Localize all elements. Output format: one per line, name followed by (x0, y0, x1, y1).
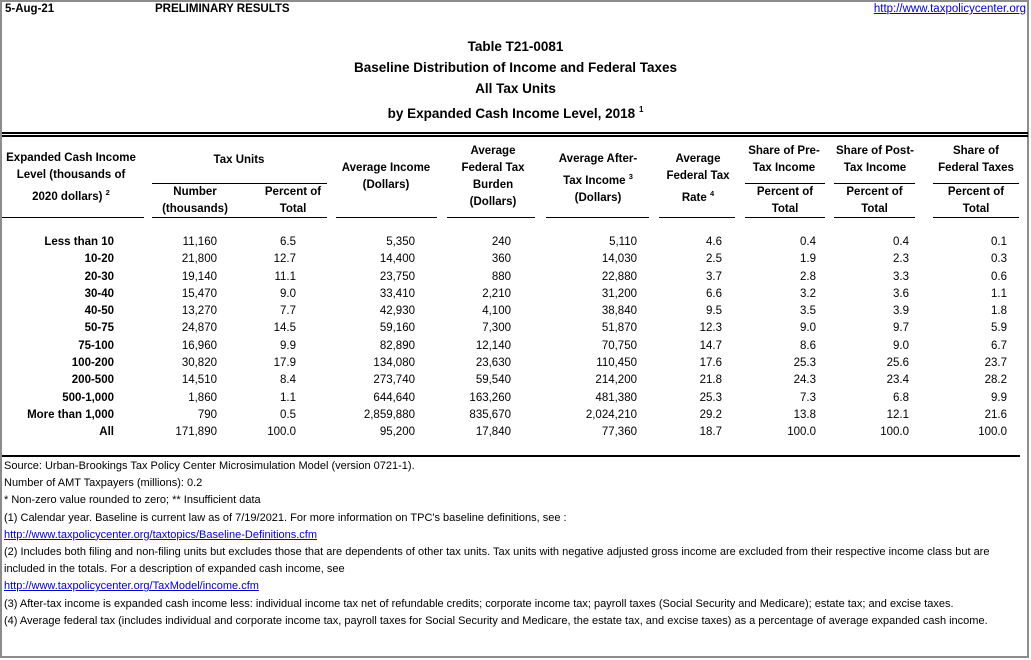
cell-share-pre: 3.2 (800, 287, 816, 300)
cell-level: Less than 10 (44, 236, 114, 248)
header-share-pre-sub: Percent of Total (756, 186, 814, 215)
cell-after-tax: 51,870 (601, 322, 637, 335)
cell-level: More than 1,000 (27, 408, 114, 421)
cell-avg-tax: 360 (491, 253, 511, 266)
cell-share-post: 9.0 (893, 339, 909, 352)
cell-share-post: 6.8 (893, 391, 909, 404)
cell-level: 500-1,000 (62, 391, 114, 404)
cell-avg-income: 644,640 (373, 391, 415, 404)
cell-pct: 100.0 (267, 426, 296, 439)
cell-avg-tax: 17,840 (475, 426, 511, 439)
table-row (0, 372, 1007, 389)
cell-avg-tax: 240 (491, 236, 511, 248)
cell-avg-tax: 7,300 (482, 322, 511, 335)
cell-share-pre: 100.0 (787, 426, 816, 439)
cell-rate: 9.5 (706, 305, 722, 318)
cell-pct: 14.5 (273, 322, 296, 335)
cell-share-post: 3.6 (893, 287, 909, 300)
table-row (0, 338, 1007, 355)
cell-level: 200-500 (71, 374, 114, 387)
cell-avg-income: 59,160 (379, 322, 415, 335)
cell-avg-income: 134,080 (373, 357, 415, 370)
table-row (0, 234, 1007, 251)
cell-share-fed: 100.0 (978, 426, 1007, 439)
cell-rate: 18.7 (699, 426, 722, 439)
report-date: 5-Aug-21 (5, 3, 55, 15)
cell-share-post: 9.7 (893, 322, 909, 335)
cell-after-tax: 14,030 (601, 253, 637, 266)
footnote-1: (1) Calendar year. Baseline is current law as of 7/19/2021. For more information on TPC's baseline definitions, see : (4, 511, 567, 524)
cell-pct: 1.1 (280, 391, 296, 404)
cell-level: All (99, 426, 114, 439)
header-bottom-rule (447, 217, 535, 218)
preliminary-label: PRELIMINARY RESULTS (155, 3, 290, 15)
header-income-level: Expanded Cash Income Level (thousands of 2020 dollars) $^2$ (6, 152, 136, 203)
table-subtitle: All Tax Units (475, 81, 556, 96)
cell-pct: 9.0 (280, 287, 296, 300)
cell-avg-income: 14,400 (379, 253, 415, 266)
cell-share-post: 23.4 (886, 374, 909, 387)
table-title: Baseline Distribution of Income and Federal Taxes (353, 60, 678, 75)
cell-rate: 17.6 (699, 357, 722, 370)
cell-level: 75-100 (78, 339, 114, 352)
cell-share-pre: 25.3 (793, 357, 816, 370)
cell-avg-income: 95,200 (379, 426, 415, 439)
cell-number: 790 (197, 408, 217, 421)
cell-pct: 11.1 (274, 270, 296, 283)
cell-share-fed: 28.2 (984, 374, 1007, 387)
table-row (0, 251, 1007, 268)
cell-avg-income: 23,750 (379, 270, 415, 283)
cell-avg-income: 42,930 (379, 305, 415, 318)
header-number: Number (thousands) (162, 186, 228, 215)
cell-pct: 0.5 (280, 408, 296, 421)
cell-rate: 25.3 (699, 391, 722, 404)
header-bottom-rule (152, 217, 327, 218)
cell-share-fed: 23.7 (984, 357, 1007, 370)
cell-pct: 17.9 (273, 357, 296, 370)
footnote-separator (2, 455, 1020, 457)
cell-after-tax: 5,110 (609, 236, 637, 248)
cell-after-tax: 38,840 (601, 305, 637, 318)
cell-avg-tax: 59,540 (475, 374, 511, 387)
distribution-table (0, 234, 1007, 442)
top-bar (5, 3, 1026, 19)
cell-number: 15,470 (181, 287, 217, 300)
cell-share-fed: 1.8 (991, 305, 1007, 318)
header-tax-units: Tax Units (213, 154, 265, 166)
cell-share-pre: 3.5 (800, 305, 816, 318)
header-avg-rate: Average Federal Tax Rate $^4$ (666, 153, 730, 204)
cell-after-tax: 214,200 (595, 374, 637, 387)
cell-avg-income: 5,350 (386, 236, 415, 248)
header-share-pre: Share of Pre- Tax Income (748, 145, 820, 174)
footnote-legend: * Non-zero value rounded to zero; ** Insufficient data (4, 494, 261, 507)
cell-share-post: 25.6 (886, 357, 909, 370)
header-bottom-rule (336, 217, 437, 218)
cell-share-pre: 13.8 (793, 408, 816, 421)
cell-number: 11,160 (182, 236, 217, 248)
income-definition-link[interactable]: http://www.taxpolicycenter.org/TaxModel/income.cfm (4, 580, 259, 593)
cell-share-fed: 21.6 (984, 408, 1007, 421)
cell-share-pre: 24.3 (793, 374, 816, 387)
cell-number: 19,140 (181, 270, 217, 283)
cell-rate: 3.7 (706, 270, 722, 283)
cell-share-fed: 0.6 (991, 270, 1007, 283)
header-bottom-rule (659, 217, 735, 218)
header-percent: Percent of Total (264, 186, 322, 215)
cell-avg-tax: 4,100 (482, 305, 511, 318)
cell-share-fed: 0.3 (991, 253, 1007, 266)
cell-share-post: 3.3 (893, 270, 909, 283)
cell-number: 24,870 (181, 322, 217, 335)
cell-level: 50-75 (84, 322, 114, 335)
cell-avg-tax: 880 (491, 270, 511, 283)
footnote-2: (2) Includes both filing and non-filing units but excludes those that are dependents of other tax units. Tax units with negative adjusted gross income are excluded from their respective income class but are included in the totals. For a description of expanded cash income, see (4, 546, 990, 576)
cell-level: 20-30 (84, 270, 114, 283)
cell-rate: 12.3 (699, 322, 722, 335)
table-row (0, 303, 1007, 320)
cell-level: 10-20 (84, 253, 114, 266)
header-share-post: Share of Post- Tax Income (836, 145, 914, 174)
cell-rate: 21.8 (699, 374, 722, 387)
table-id: Table T21-0081 (467, 39, 564, 54)
cell-pct: 9.9 (280, 339, 296, 352)
header-bottom-rule (546, 217, 649, 218)
header-bottom-rule (834, 217, 915, 218)
table-row (0, 407, 1007, 424)
cell-avg-income: 33,410 (379, 287, 415, 300)
cell-share-pre: 9.0 (800, 322, 816, 335)
cell-share-fed: 6.7 (991, 339, 1007, 352)
tpc-website-link[interactable]: http://www.taxpolicycenter.org (873, 3, 1026, 15)
cell-share-fed: 0.1 (991, 236, 1007, 248)
cell-share-post: 0.4 (893, 236, 909, 248)
header-bottom-rule (933, 217, 1019, 218)
cell-number: 16,960 (181, 339, 217, 352)
cell-share-fed: 5.9 (991, 322, 1007, 335)
table-row (0, 424, 1007, 441)
cell-share-pre: 0.4 (800, 236, 816, 248)
cell-number: 171,890 (175, 426, 217, 439)
cell-avg-income: 2,859,880 (363, 408, 415, 421)
cell-share-pre: 7.3 (800, 391, 816, 404)
cell-number: 13,270 (181, 305, 217, 318)
footnote-3: (3) After-tax income is expanded cash income less: individual income tax net of refundable credits; corporate income tax; payroll taxes (Social Security and Medicare); estate tax; and excise taxes. (4, 597, 954, 610)
cell-after-tax: 77,360 (601, 426, 637, 439)
cell-share-fed: 1.1 (991, 287, 1007, 300)
cell-share-pre: 2.8 (800, 270, 816, 283)
cell-pct: 12.7 (273, 253, 296, 266)
table-row (0, 320, 1007, 337)
cell-after-tax: 481,380 (595, 391, 637, 404)
cell-number: 30,820 (181, 357, 217, 370)
baseline-definitions-link[interactable]: http://www.taxpolicycenter.org/taxtopics/Baseline-Definitions.cfm (4, 528, 318, 541)
cell-avg-tax: 835,670 (469, 408, 511, 421)
cell-share-post: 3.9 (893, 305, 909, 318)
header-share-post-sub: Percent of Total (846, 186, 903, 215)
cell-rate: 4.6 (706, 236, 722, 248)
cell-avg-tax: 2,210 (482, 287, 511, 300)
table-row (0, 269, 1007, 286)
cell-share-post: 2.3 (893, 253, 909, 266)
footnote-4: (4) Average federal tax (includes individual and corporate income tax, payroll taxes for Social Security and Medicare, the estate tax, and excise taxes) as a percentage of average expanded cash income. (4, 614, 988, 627)
cell-avg-tax: 23,630 (475, 357, 511, 370)
header-avg-fed-tax: Average Federal Tax Burden (Dollars) (461, 145, 525, 208)
cell-pct: 7.7 (280, 305, 296, 318)
cell-number: 14,510 (181, 374, 217, 387)
cell-after-tax: 70,750 (601, 339, 637, 352)
table-row (0, 390, 1007, 407)
footnote-source: Source: Urban-Brookings Tax Policy Center Microsimulation Model (version 0721-1). (4, 460, 415, 472)
cell-share-fed: 9.9 (991, 391, 1007, 404)
cell-avg-income: 82,890 (379, 339, 415, 352)
cell-pct: 8.4 (280, 374, 296, 387)
table-row (0, 355, 1007, 372)
cell-number: 1,860 (188, 391, 217, 404)
cell-after-tax: 31,200 (601, 287, 637, 300)
cell-after-tax: 22,880 (601, 270, 637, 283)
footnote-amt: Number of AMT Taxpayers (millions): 0.2 (4, 477, 203, 490)
header-share-fed: Share of Federal Taxes (938, 145, 1014, 174)
table-title-block (0, 36, 1031, 124)
cell-share-post: 12.1 (886, 408, 909, 421)
cell-share-post: 100.0 (880, 426, 909, 439)
cell-avg-tax: 12,140 (475, 339, 511, 352)
cell-rate: 2.5 (706, 253, 722, 266)
table-row (0, 286, 1007, 303)
cell-share-pre: 1.9 (800, 253, 816, 266)
cell-rate: 29.2 (699, 408, 722, 421)
header-avg-income: Average Income (Dollars) (341, 162, 431, 191)
cell-after-tax: 110,450 (596, 357, 637, 370)
table-subtitle-2: by Expanded Cash Income Level, 2018 $^1$ (387, 105, 644, 121)
header-bottom-rule (2, 217, 144, 218)
cell-avg-tax: 163,260 (469, 391, 511, 404)
cell-rate: 6.6 (706, 287, 722, 300)
cell-number: 21,800 (181, 253, 217, 266)
cell-avg-income: 273,740 (373, 374, 415, 387)
cell-rate: 14.7 (699, 339, 722, 352)
cell-level: 40-50 (84, 305, 114, 318)
cell-share-pre: 8.6 (800, 339, 816, 352)
cell-level: 100-200 (71, 357, 114, 370)
header-bottom-rule (745, 217, 825, 218)
double-rule (2, 132, 1028, 137)
cell-level: 30-40 (84, 287, 114, 300)
footnotes (4, 458, 1026, 630)
cell-after-tax: 2,024,210 (585, 408, 637, 421)
cell-pct: 6.5 (280, 236, 296, 248)
footnote-ref: 1 (638, 105, 644, 114)
header-share-fed-sub: Percent of Total (947, 186, 1005, 215)
header-after-tax: Average After- Tax Income $^3$ (Dollars) (558, 153, 638, 204)
